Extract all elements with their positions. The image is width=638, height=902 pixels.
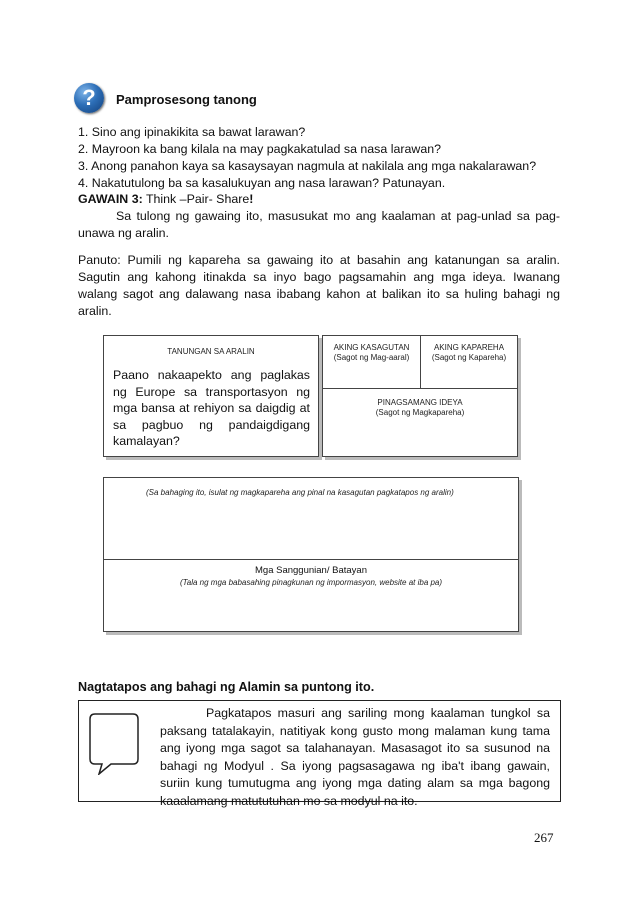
combined-idea-cell: [323, 389, 517, 456]
final-answer-instruction: (Sa bahaging ito, isulat ng magkapareha ang pinal na kasagutan pagkatapos ng aralin): [146, 488, 454, 497]
list-item: 2. Mayroon ka bang kilala na may pagkakatulad sa nasa larawan?: [78, 142, 441, 156]
combined-sub: (Sagot ng Magkapareha): [375, 408, 465, 417]
final-answer-area: [104, 478, 518, 560]
my-answer-sub: (Sagot ng Mag-aaral): [333, 353, 410, 362]
list-item: 3. Anong panahon kaya sa kasaysayan nagmula at nakilala ang mga nakalarawan?: [78, 159, 537, 173]
my-answer-header: AKING KASAGUTAN: [333, 343, 410, 352]
answer-grid: [322, 335, 518, 457]
list-item: 1. Sino ang ipinakikita sa bawat larawan?: [78, 125, 306, 139]
activity-instructions: Panuto: Pumili ng kapareha sa gawaing ito at basahin ang katanungan sa aralin. Sagutin ang kahong itinakda sa inyo bago pagsamahin ang mga ideya. Iwanang walang sagot ang dalawang nasa ibabang kahon at balikan ito sa huling bahagi ng aralin.: [78, 253, 560, 318]
closing-box: [78, 700, 561, 808]
question-box: [103, 335, 319, 457]
closing-heading: Nagtatapos ang bahagi ng Alamin sa puntong ito.: [78, 680, 375, 694]
partner-header: AKING KAPAREHA: [433, 343, 505, 352]
page-number: 267: [534, 830, 554, 845]
speech-bubble-icon: [89, 713, 139, 775]
question-box-header: TANUNGAN SA ARALIN: [167, 347, 255, 356]
my-answer-cell: [323, 336, 421, 389]
references-title: Mga Sanggunian/ Batayan: [255, 565, 367, 576]
section-title: Pamprosesong tanong: [116, 92, 257, 107]
references-area: [104, 560, 518, 631]
question-list: [78, 124, 536, 192]
question-icon: ?: [74, 83, 104, 113]
references-sub: (Tala ng mga babasahing pinagkunan ng impormasyon, website at iba pa): [179, 578, 443, 587]
activity-exclaim: !: [249, 192, 254, 206]
combined-header: PINAGSAMANG IDEYA: [377, 398, 463, 407]
question-box-text: Paano nakaapekto ang paglakas ng Europe sa transportasyon ng mga bansa at rehiyon sa daigdig at sa pagbuo ng pandaigdigang kamalayan?: [113, 368, 310, 448]
activity-intro-text: Sa tulong ng gawaing ito, masusukat mo ang kaalaman at pag-unlad sa pag-unawa ng aralin.: [78, 209, 560, 240]
closing-text: Pagkatapos masuri ang sariling mong kaalaman tungkol sa paksang tatalakayin, natitiyak kong gusto mong malaman kung tama ang iyong mga sagot sa talahanayan. Masasagot ito sa susunod na bahagi ng Modyul . Sa iyong pagsasagawa ng iba't ibang gawain, suriin kung tumutugma ang iyong mga dating alam sa mga bagong kaaalamang matututuhan mo sa modyul na ito.: [160, 706, 550, 808]
partner-sub: (Sagot ng Kapareha): [431, 353, 507, 362]
activity-label: GAWAIN 3:: [78, 192, 143, 206]
partner-answer-cell: [421, 336, 517, 389]
list-item: 4. Nakatutulong ba sa kasalukuyan ang nasa larawan? Patunayan.: [78, 176, 446, 190]
final-answer-box: [103, 477, 519, 632]
activity-title: Think –Pair- Share: [145, 192, 250, 206]
activity-heading: [78, 192, 253, 206]
activity-intro: [78, 208, 560, 242]
